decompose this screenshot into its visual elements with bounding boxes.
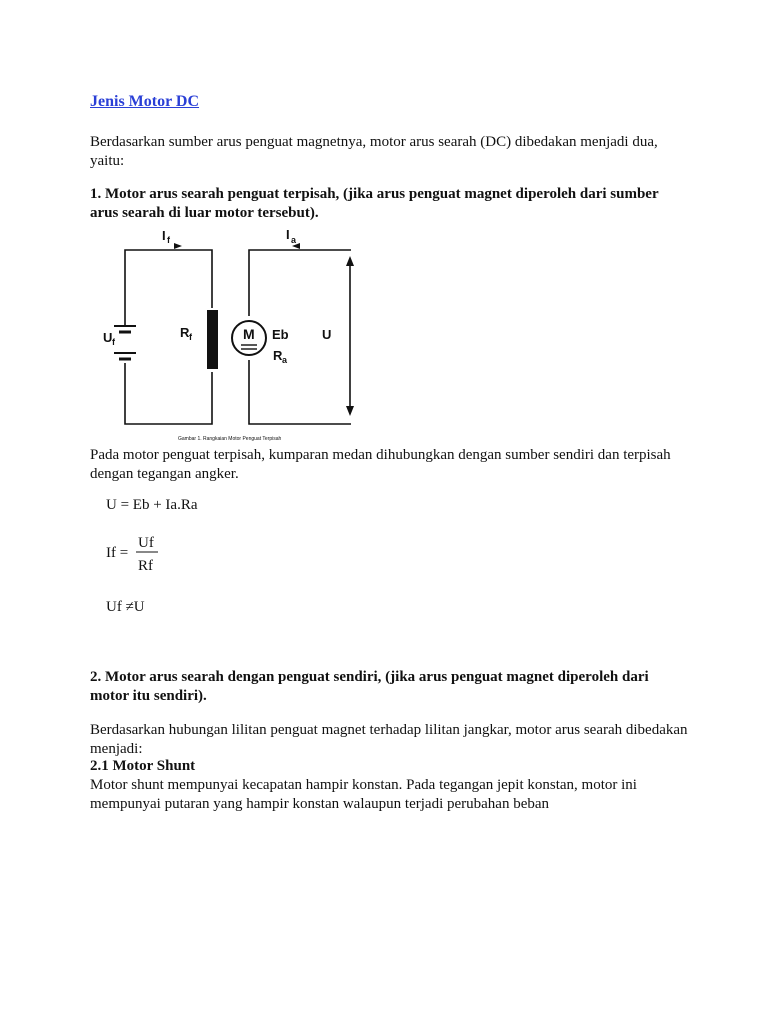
section2-description: Berdasarkan hubungan lilitan penguat magnet terhadap lilitan jangkar, motor arus searah dibedakan menjadi: <box>90 722 688 757</box>
section2-heading: 2. Motor arus searah dengan penguat sendiri, (jika arus penguat magnet diperoleh dari motor itu sendiri). <box>90 669 649 704</box>
rf-label: R <box>180 325 190 340</box>
section1-heading: 1. Motor arus searah penguat terpisah, (jika arus penguat magnet diperoleh dari sumber arus searah di luar motor tersebut). <box>90 186 659 221</box>
uf-label: U <box>103 330 113 345</box>
formula-field-current <box>102 532 222 578</box>
rf-label-sub: f <box>189 332 192 342</box>
voltage-arrow-down <box>346 406 354 416</box>
ra-label: R <box>273 348 283 363</box>
ia-label: I <box>286 227 290 242</box>
armature-bottom-wire <box>249 360 351 424</box>
field-resistor <box>207 310 218 369</box>
battery-symbol <box>114 326 136 359</box>
uf-label-sub: f <box>112 337 115 347</box>
field-current-arrow <box>174 243 182 249</box>
formula-voltage <box>102 492 252 516</box>
svg-text:Uf: Uf <box>138 535 154 551</box>
ra-label-sub: a <box>282 355 288 365</box>
formula-inequality <box>102 594 182 618</box>
field-circuit-top-wire <box>125 250 212 320</box>
svg-text:If =: If = <box>106 545 129 561</box>
intro-paragraph: Berdasarkan sumber arus penguat magnetnya, motor arus searah (DC) dibedakan menjadi dua, yaitu: <box>90 134 658 169</box>
svg-text:U = Eb + Ia.Ra: U = Eb + Ia.Ra <box>106 497 198 513</box>
u-label: U <box>322 327 332 342</box>
subsection-text-shunt: Motor shunt mempunyai kecapatan hampir konstan. Pada tegangan jepit konstan, motor ini mempunyai putaran yang hampir konstan walaupun terjadi perubahan beban <box>90 777 637 812</box>
field-circuit-bottom-wire <box>125 370 212 424</box>
if-label: I <box>162 228 166 243</box>
circuit-diagram <box>96 222 366 444</box>
section1-description: Pada motor penguat terpisah, kumparan medan dihubungkan dengan sumber sendiri dan terpisah dengan tegangan angker. <box>90 447 671 482</box>
motor-label: M <box>243 326 255 342</box>
page-title-link[interactable]: Jenis Motor DC <box>90 93 200 110</box>
svg-text:Uf ≠U: Uf ≠U <box>106 599 145 615</box>
subsection-heading-shunt: 2.1 Motor Shunt <box>90 758 196 774</box>
armature-top-wire <box>249 250 351 316</box>
voltage-arrow-up <box>346 256 354 266</box>
figure-caption: Gambar 1. Rangkaian Motor Penguat Terpisah <box>178 436 282 442</box>
ia-label-sub: a <box>291 235 297 245</box>
eb-label: Eb <box>272 327 289 342</box>
svg-text:Rf: Rf <box>138 558 153 574</box>
if-label-sub: f <box>167 235 170 245</box>
